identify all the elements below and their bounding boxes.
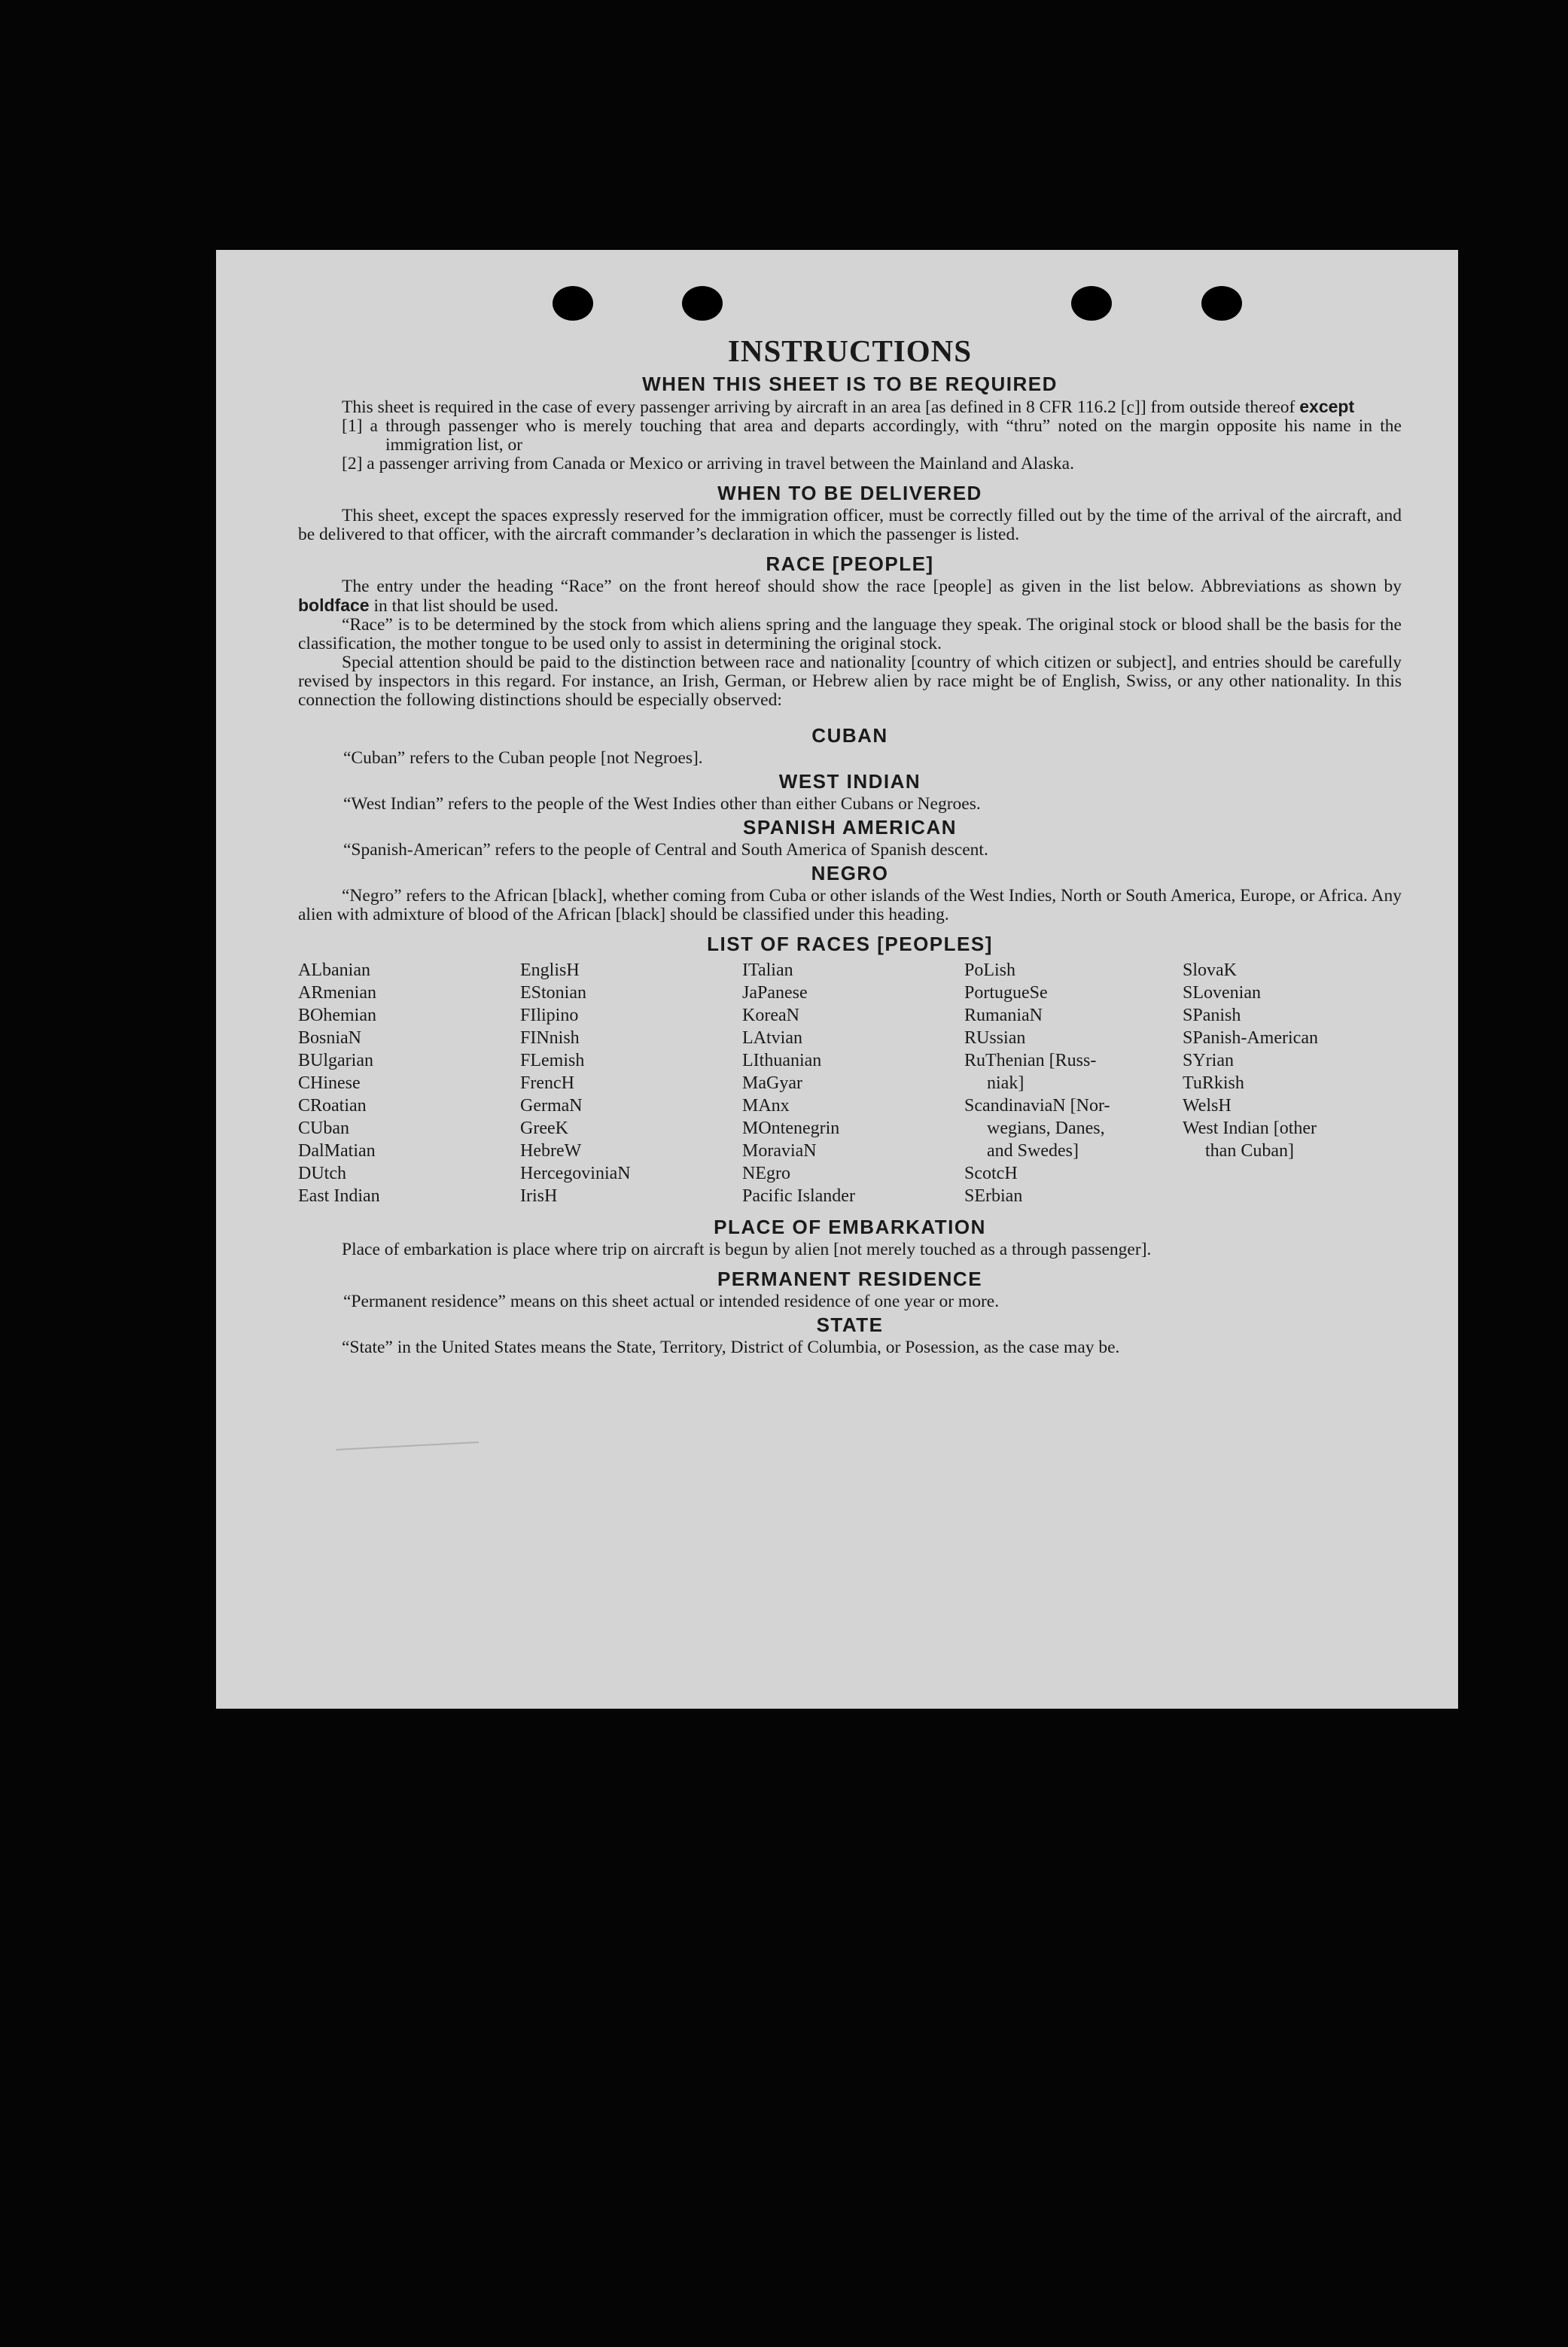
race-item: LIthuanian [742, 1051, 822, 1070]
paragraph-race-2: “Race” is to be determined by the stock from which aliens spring and the language they speak. The original stock or blood shall be the basis for the classification, the mother tongue to be used only to assist in determining the original stock. [298, 615, 1402, 653]
race-item: MoraviaN [742, 1141, 817, 1161]
paragraph-race-1 [298, 577, 1402, 616]
paragraph-cuban: “Cuban” refers to the Cuban people [not Negroes]. [343, 748, 703, 768]
race-item: WelsH [1183, 1096, 1232, 1116]
heading-state: STATE [816, 1314, 884, 1336]
heading-embarkation: PLACE OF EMBARKATION [714, 1216, 986, 1238]
heading-race: RACE [PEOPLE] [766, 553, 934, 575]
race-item: BosniaN [298, 1028, 361, 1048]
heading-permanent-residence: PERMANENT RESIDENCE [717, 1268, 983, 1290]
race-item: EnglisH [520, 960, 580, 980]
paragraph-when-delivered: This sheet, except the spaces expressly reserved for the immigration officer, must be correctly filled out by the time of the arrival of the aircraft, and be delivered to that officer, with the aircraft commander’s declaration in which the passenger is listed. [298, 506, 1402, 544]
race-item: CHinese [298, 1073, 361, 1093]
race-item: MaGyar [742, 1073, 802, 1093]
heading-when-required: WHEN THIS SHEET IS TO BE REQUIRED [642, 373, 1058, 395]
race-item: IrisH [520, 1186, 558, 1206]
race-item: than Cuban] [1205, 1141, 1294, 1161]
race-item: SPanish [1183, 1006, 1241, 1025]
text-bold: boldface [298, 595, 370, 615]
heading-cuban: CUBAN [811, 724, 888, 747]
race-item: CUban [298, 1119, 349, 1138]
punch-hole [553, 286, 593, 321]
heading-west-indian: WEST INDIAN [778, 770, 921, 793]
list-item: [1] a through passenger who is merely touching that area and departs accordingly, with “thru” noted on the margin opposite his name in the immigration list, or [342, 416, 1402, 455]
race-item: MAnx [742, 1096, 790, 1116]
paragraph-west-indian: “West Indian” refers to the people of the West Indies other than either Cubans or Negroes. [343, 794, 981, 814]
paragraph-race-3: Special attention should be paid to the distinction between race and nationality [country of which citizen or subject], and entries should be carefully revised by inspectors in this regard. For instance, an Irish, German, or Hebrew alien by race might be of English, Swiss, or any other nationality. In this connection the following distinctions should be especially observed: [298, 653, 1402, 710]
text-bold: except [1299, 397, 1355, 416]
races-column-1 [298, 959, 520, 1207]
race-item: ScotcH [964, 1164, 1018, 1183]
race-item: GreeK [520, 1119, 568, 1138]
punch-hole [1201, 286, 1242, 321]
race-item: FIlipino [520, 1006, 579, 1025]
race-item: HercegoviniaN [520, 1164, 631, 1183]
race-item: PortugueSe [964, 983, 1048, 1003]
race-item: ITalian [742, 960, 793, 980]
text: in that list should be used. [369, 596, 559, 616]
race-item: LAtvian [742, 1028, 802, 1048]
race-item: ARmenian [298, 983, 376, 1003]
race-item: FLemish [520, 1051, 585, 1070]
race-item: SlovaK [1183, 960, 1237, 980]
race-item: SErbian [964, 1186, 1023, 1206]
race-item: DUtch [298, 1164, 346, 1183]
punch-hole [682, 286, 723, 321]
races-column-3 [742, 959, 964, 1207]
race-item: ScandinaviaN [Nor- [964, 1096, 1110, 1116]
race-item: East Indian [298, 1186, 380, 1206]
race-item: PoLish [964, 960, 1016, 980]
heading-list-of-races: LIST OF RACES [PEOPLES] [707, 933, 993, 955]
page-title: INSTRUCTIONS [727, 333, 973, 368]
paragraph-permanent-residence: “Permanent residence” means on this sheet actual or intended residence of one year or more. [343, 1292, 1000, 1311]
race-item: CRoatian [298, 1096, 367, 1116]
race-item: MOntenegrin [742, 1119, 840, 1138]
races-column-2 [520, 959, 742, 1207]
race-item: KoreaN [742, 1006, 799, 1025]
instructions-content [298, 331, 1402, 1357]
race-item: SPanish-American [1183, 1028, 1318, 1048]
race-item: NEgro [742, 1164, 790, 1183]
race-item: niak] [987, 1073, 1025, 1093]
race-item: EStonian [520, 983, 586, 1003]
race-item: RumaniaN [964, 1006, 1043, 1025]
heading-negro: NEGRO [811, 862, 889, 884]
heading-spanish-american: SPANISH AMERICAN [742, 816, 957, 839]
races-column-4 [964, 959, 1183, 1207]
race-item: FrencH [520, 1073, 574, 1093]
text: The entry under the heading “Race” on the front hereof should show the race [people] as given in the list below. Abbreviations as shown by [342, 577, 1402, 596]
list-item: [2] a passenger arriving from Canada or Mexico or arriving in travel between the Mainland and Alaska. [342, 454, 1074, 473]
races-table [298, 959, 1402, 1207]
paragraph-when-required [298, 397, 1402, 417]
paragraph-state: “State” in the United States means the State, Territory, District of Columbia, or Posession, as the case may be. [342, 1338, 1120, 1357]
race-item: ALbanian [298, 960, 370, 980]
race-item: RuThenian [Russ- [964, 1051, 1097, 1070]
race-item: BUlgarian [298, 1051, 373, 1070]
text: This sheet is required in the case of every passenger arriving by aircraft in an area [as defined in 8 CFR 116.2 [c]] from outside thereof [342, 397, 1300, 417]
paragraph-embarkation: Place of embarkation is place where trip on aircraft is begun by alien [not merely touched as a through passenger]. [342, 1240, 1152, 1259]
race-item: JaPanese [742, 983, 808, 1003]
races-column-5 [1183, 959, 1401, 1207]
race-item: Pacific Islander [742, 1186, 855, 1206]
punch-hole [1071, 286, 1112, 321]
race-item: GermaN [520, 1096, 583, 1116]
race-item: and Swedes] [987, 1141, 1079, 1161]
race-item: wegians, Danes, [987, 1119, 1105, 1138]
race-item: SLovenian [1183, 983, 1261, 1003]
paragraph-negro: “Negro” refers to the African [black], whether coming from Cuba or other islands of the West Indies, North or South America, Europe, or Africa. Any alien with admixture of blood of the African [black] should be classified under this heading. [298, 886, 1402, 924]
race-item: HebreW [520, 1141, 582, 1161]
paragraph-spanish-american: “Spanish-American” refers to the people of Central and South America of Spanish descent. [343, 840, 988, 860]
race-item: SYrian [1183, 1051, 1234, 1070]
race-item: TuRkish [1183, 1073, 1244, 1093]
race-item: West Indian [other [1183, 1119, 1317, 1138]
race-item: BOhemian [298, 1006, 376, 1025]
race-item: DalMatian [298, 1141, 376, 1161]
heading-when-delivered: WHEN TO BE DELIVERED [717, 482, 982, 504]
race-item: RUssian [964, 1028, 1026, 1048]
race-item: FINnish [520, 1028, 580, 1048]
